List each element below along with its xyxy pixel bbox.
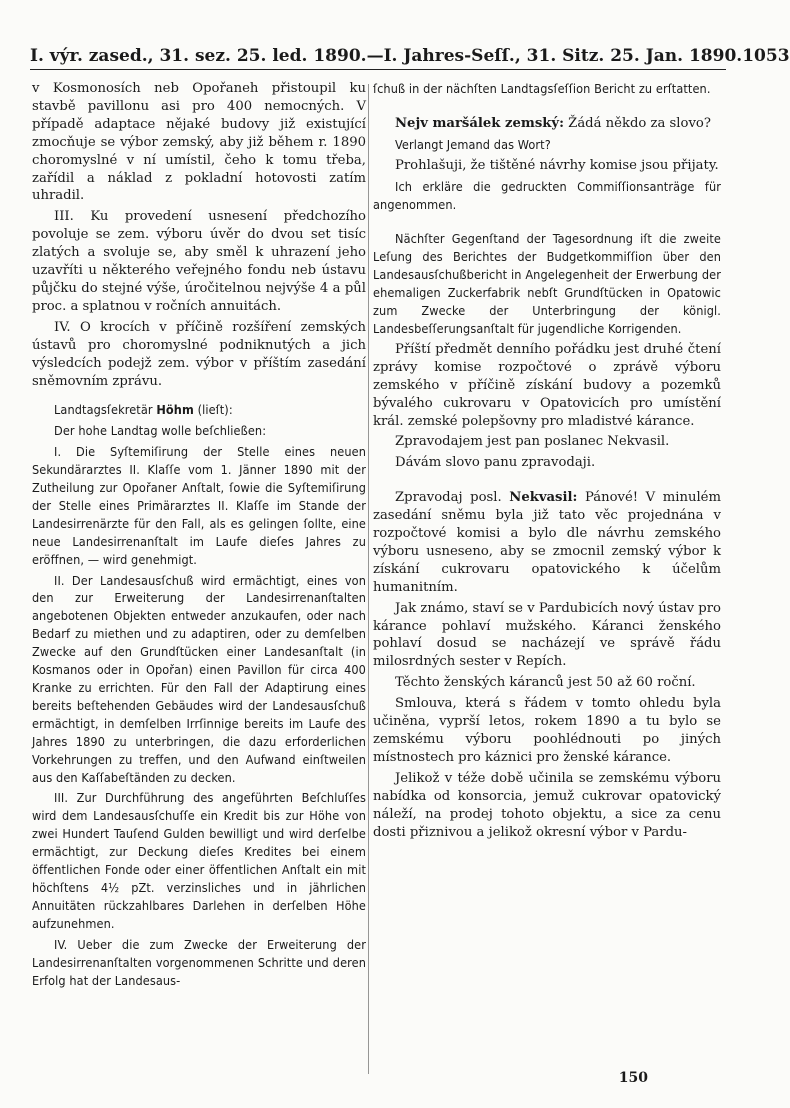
paragraph: IV. O krocích v příčině rozšíření zemských ústavů pro choromyslné podniknutých a jich výsledcích podejž zem. výbor v příštím zasedání sněmovním zprávu.: [32, 319, 366, 389]
paragraph: I. Die Syſtemiſirung der Stelle eines neuen Sekundärarztes II. Klaſſe vom 1. Jänner 1890 mit der Zutheilung zur Opořaner Anſtalt, ſowie die Syſtemiſirung der Stelle eines Primärarztes II. Klaſſe im Stande der Landesirrenärzte für den Fall, als es gelingen ſollte, eine neue Landesirrenanſtalt im Laufe dieſes Jahres zu eröffnen, — wird genehmigt.: [32, 444, 366, 567]
paragraph: II. Der Landesausſchuß wird ermächtigt, eines von den zur Erweiterung der Landesirrenanſtalten angebotenen Objekten entweder anzukaufen, oder nach Bedarf zu miethen und zu adaptiren, oder zu demſelben Zwecke auf den Grundſtücken einer Landesanſtalt (in Kosmanos oder in Opořan) einen Pavillon für circa 400 Kranke zu errichten. Für den Fall der Adaptirung eines bereits beſtehenden Gebäudes wird der Landesausſchuß ermächtigt, in demſelben Irrſinnige bereits im Laufe des Jahres 1890 zu unterbringen, die dazu erforderlichen Vorkehrungen zu treffen, und den Aufwand einſtweilen aus den Kaſſabeſtänden zu decken.: [32, 572, 366, 785]
paragraph: Prohlašuji, že tištěné návrhy komise jsou přijaty.: [395, 157, 719, 173]
paragraph: Jelikož v téže době učinila se zemskému výboru nabídka od konsorcia, jemuž cukrovar opatovický náleží, na prodej tohoto objektu, a sice za cenu dosti přiznivou a jelikož okresní výbor v Pardu-: [373, 770, 721, 840]
paragraph: Dávám slovo panu zpravodaji.: [395, 455, 596, 471]
left-column: [32, 80, 366, 992]
paragraph: v Kosmonosích neb Opořaneh přistoupil ku stavbě pavillonu asi pro 400 nemocných. V případě adaptace nějaké budovy již existující zmocňuje se výbor zemský, aby již během r. 1890 choromyslné v ní umístil, čeho k tomu třeba, zařídil a náklad z pokladní hotovosti zatím uhradil.: [32, 81, 366, 204]
speech-text: Žádá někdo za slovo?: [568, 115, 711, 131]
speaker-line: [32, 401, 366, 419]
paragraph: ſchuß in der nächſten Landtagsſeſſion Bericht zu erſtatten.: [373, 81, 711, 96]
speaker-role: Landtagsſekretär: [54, 402, 153, 418]
paragraph: IV. Ueber die zum Zwecke der Erweiterung der Landesirrenanſtalten vorgenommenen Schritte und deren Erfolg hat der Landesaus-: [32, 936, 366, 988]
right-column: [373, 80, 721, 844]
speaker-tail: (lieſt):: [197, 402, 233, 418]
header-czech: I. výr. zased., 31. sez. 25. led. 1890.: [30, 46, 367, 66]
paragraph: Jak známo, staví se v Pardubicích nový ústav pro kárance pohlaví mužského. Káranci ženského pohlaví dosud se nacházejí ve správě řádu milosrdných sester v Repích.: [373, 600, 721, 670]
paragraph: III. Zur Durchführung des angeführten Beſchluſſes wird dem Landesausſchuſſe ein Kredit bis zur Höhe von zwei Hundert Tauſend Gulden bewilligt und wird derſelbe ermächtigt, zur Deckung dieſes Kredites bei einem öffentlichen Fonde oder einer öffentlichen Anſtalt ein mit höchſtens 4½ pZt. verzinsliches und in jährlichen Annuitäten rückzahlbares Darlehen in derſelben Höhe aufzunehmen.: [32, 790, 366, 931]
paragraph: Verlangt Jemand das Wort?: [395, 136, 551, 152]
column-divider: [368, 84, 369, 1074]
speaker-name: Nejv maršálek zemský:: [395, 115, 564, 131]
speech-text: Pánové! V minulém zasedání sněmu byla již tato věc projednána v rozpočtové komisi a bylo dle návrhu zemského výboru usneseno, aby se zmocnil zemský výbor k získání cukrovaru opatovického k účelům humanitním.: [373, 490, 721, 595]
paragraph: Smlouva, která s řádem v tomto ohledu byla učiněna, vyprší letos, rokem 1890 a tu bylo se zemskému výboru poohlédnouti po jiných místnostech pro káznici pro ženské kárance.: [373, 696, 721, 765]
speaker-line: [373, 115, 721, 133]
header-german: I. Jahres-Seſſ., 31. Sitz. 25. Jan. 1890.: [383, 46, 743, 66]
signature-mark: 150: [618, 1070, 648, 1086]
paragraph: Těchto ženských káranců jest 50 až 60 roční.: [395, 675, 696, 691]
speaker-name: Höhm: [156, 402, 194, 418]
speaker-name: Nekvasil:: [509, 490, 578, 506]
paragraph: Zpravodajem jest pan poslanec Nekvasil.: [395, 434, 670, 450]
running-header: [30, 44, 790, 70]
speaker-role: Zpravodaj posl.: [395, 490, 502, 506]
paragraph: III. Ku provedení usnesení předchozího povoluje se zem. výboru úvěr do dvou set tisíc zlatých a svoluje se, aby směl k uhrazení jeho uzavříti u některého veřejného fondu neb ústavu půjčku do stejné výše, úročitelnou nejvýše 4 a půl proc. a splatnou v ročních annuitách.: [32, 209, 366, 314]
paragraph: Der hohe Landtag wolle beſchließen:: [54, 423, 267, 439]
header-separator: —: [366, 46, 384, 66]
header-page-number: 1053: [742, 46, 790, 66]
paragraph: Příští předmět denního pořádku jest druhé čtení zprávy komise rozpočtové o zprávě výboru zemského v příčině získání budovy a pozemků bývalého cukrovaru v Opatovicích pro umístění král. zemské polepšovny pro mladistvé kárance.: [373, 341, 721, 429]
speaker-line: [373, 489, 721, 596]
paragraph: Nächſter Gegenſtand der Tagesordnung iſt die zweite Leſung des Berichtes der Budgetkommiſſion über den Landesausſchußbericht in Angelegenheit der Erwerbung der ehemaligen Zuckerfabrik nebſt Grundſtücken in Opatowic zum Zwecke der Unterbringung der königl. Landesbeſſerungsanſtalt für jugendliche Korrigenden.: [373, 231, 721, 336]
paragraph: Ich erkläre die gedruckten Commiſſionsanträge für angenommen.: [373, 178, 721, 212]
